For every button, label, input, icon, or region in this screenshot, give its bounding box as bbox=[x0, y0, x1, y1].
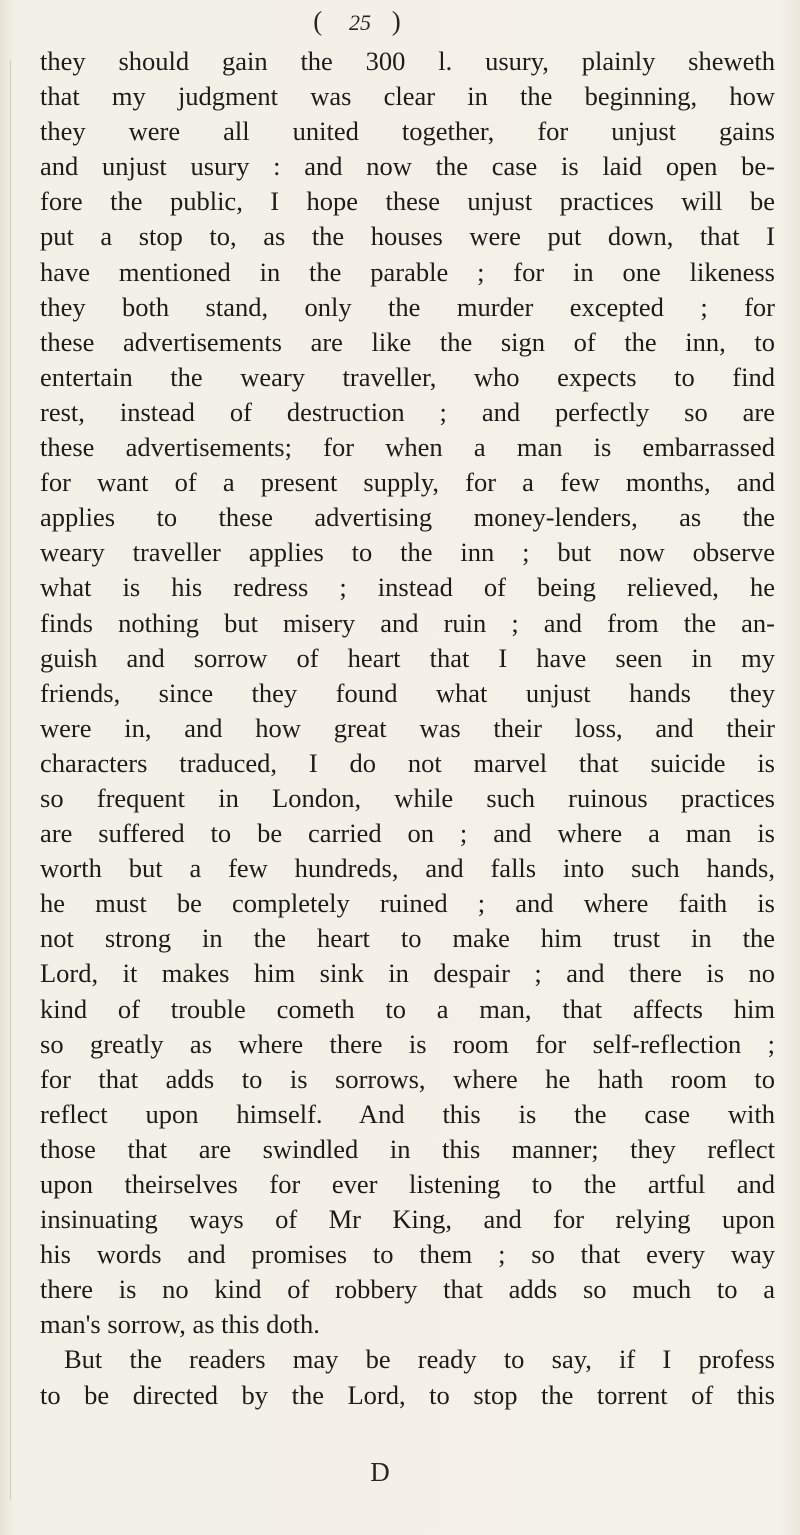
text-line: are suffered to be carried on ; and where a man is bbox=[40, 818, 775, 849]
paragraph-start-line: But the readers may be ready to say, if I profess bbox=[64, 1344, 775, 1375]
text-line: upon theirselves for ever listening to the artful and bbox=[40, 1169, 775, 1199]
text-line: they both stand, only the murder excepted ; for bbox=[40, 291, 775, 322]
text-line: for want of a present supply, for a few months, and bbox=[40, 467, 775, 498]
text-line: put a stop to, as the houses were put down, that I bbox=[40, 221, 775, 252]
text-line: guish and sorrow of heart that I have seen in my bbox=[40, 642, 775, 673]
page-number-open-paren: ( bbox=[313, 6, 329, 36]
text-line: that my judgment was clear in the beginning, how bbox=[40, 81, 775, 112]
text-line: he must be completely ruined ; and where faith is bbox=[40, 888, 775, 919]
text-line: insinuating ways of Mr King, and for relying upon bbox=[40, 1204, 775, 1235]
text-line: characters traduced, I do not marvel that suicide is bbox=[40, 747, 775, 778]
body-text bbox=[40, 44, 775, 1413]
text-line: finds nothing but misery and ruin ; and from the an- bbox=[40, 607, 775, 638]
signature-mark: D bbox=[370, 1457, 390, 1487]
text-line: they were all united together, for unjust gains bbox=[40, 116, 775, 147]
text-line: have mentioned in the parable ; for in one likeness bbox=[40, 256, 775, 287]
text-line: those that are swindled in this manner; they reflect bbox=[40, 1133, 775, 1164]
text-line: not strong in the heart to make him trust in the bbox=[40, 923, 775, 954]
text-line: to be directed by the Lord, to stop the torrent of this bbox=[40, 1379, 775, 1410]
text-line: kind of trouble cometh to a man, that affects him bbox=[40, 993, 775, 1024]
text-line: fore the public, I hope these unjust practices will be bbox=[40, 186, 775, 217]
text-line: applies to these advertising money-lenders, as the bbox=[40, 502, 775, 533]
text-line: reflect upon himself. And this is the case with bbox=[40, 1098, 775, 1129]
text-line: friends, since they found what unjust hands they bbox=[40, 677, 775, 708]
text-line: for that adds to is sorrows, where he hath room to bbox=[40, 1063, 775, 1094]
gutter-shadow bbox=[10, 60, 11, 1500]
running-head bbox=[0, 6, 760, 37]
text-line: weary traveller applies to the inn ; but now observe bbox=[40, 537, 775, 568]
page-number: 25 bbox=[349, 10, 371, 35]
text-line: they should gain the 300 l. usury, plainly sheweth bbox=[40, 46, 775, 76]
text-line: these advertisements; for when a man is embarrassed bbox=[40, 432, 775, 463]
text-line: entertain the weary traveller, who expects to find bbox=[40, 361, 775, 392]
text-line: were in, and how great was their loss, and their bbox=[40, 712, 775, 743]
text-line: what is his redress ; instead of being relieved, he bbox=[40, 572, 775, 603]
text-line: his words and promises to them ; so that every way bbox=[40, 1239, 775, 1270]
text-line: so frequent in London, while such ruinous practices bbox=[40, 782, 775, 813]
text-line: these advertisements are like the sign of the inn, to bbox=[40, 326, 775, 357]
text-line: rest, instead of destruction ; and perfectly so are bbox=[40, 396, 775, 427]
text-line: there is no kind of robbery that adds so much to a bbox=[40, 1274, 775, 1305]
text-line: Lord, it makes him sink in despair ; and there is no bbox=[40, 958, 775, 989]
text-line: worth but a few hundreds, and falls into such hands, bbox=[40, 853, 775, 884]
text-line: and unjust usury : and now the case is laid open be- bbox=[40, 151, 775, 182]
page-number-close-paren: ) bbox=[391, 6, 407, 36]
paragraph-end-line: man's sorrow, as this doth. bbox=[40, 1309, 320, 1340]
text-line: so greatly as where there is room for self-reflection ; bbox=[40, 1028, 775, 1059]
